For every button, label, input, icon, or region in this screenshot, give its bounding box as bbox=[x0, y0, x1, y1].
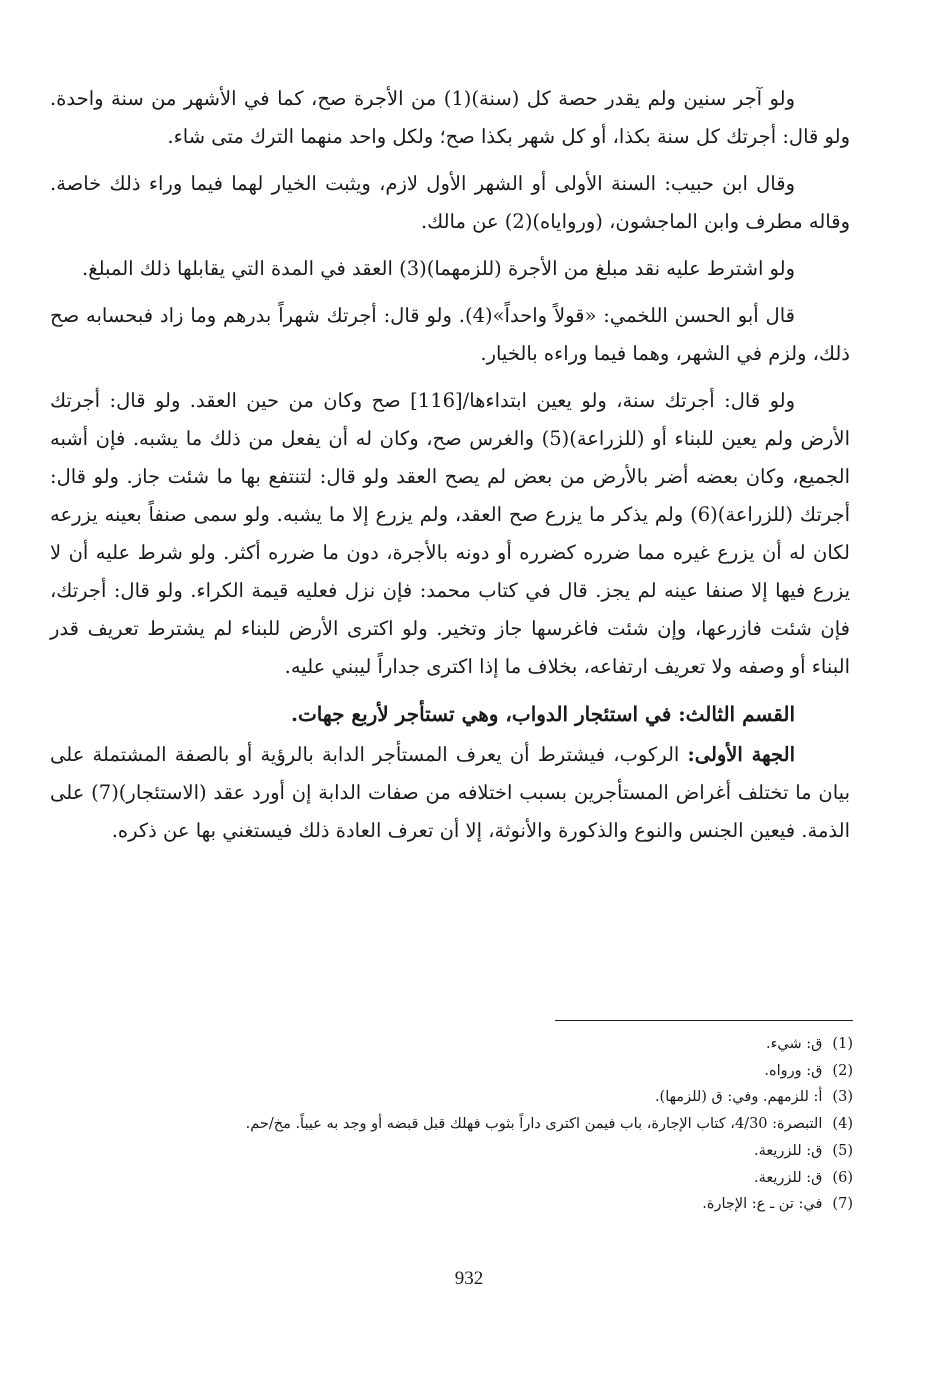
page-number: 932 bbox=[454, 1268, 484, 1289]
footnote-text: في: تن ـ ع: الإجارة. bbox=[702, 1196, 823, 1213]
footnote-text: ق: للزريعة. bbox=[754, 1169, 823, 1186]
footnote-number: (5) bbox=[832, 1142, 853, 1159]
footnote-text: ق: شيء. bbox=[765, 1036, 823, 1052]
footnote-6 bbox=[83, 1165, 853, 1192]
footnote-text: التبصرة: 4/30، كتاب الإجارة، باب فيمن اكترى داراً بثوب فهلك قبل قبضه أو وجد به عيباً. مخ/حم. bbox=[245, 1116, 823, 1133]
footnote-7 bbox=[83, 1191, 853, 1218]
footnote-text: ق: ورواه. bbox=[764, 1062, 823, 1079]
paragraph-1: ولو آجر سنين ولم يقدر حصة كل (سنة)(1) من الأجرة صح، كما في الأشهر من سنة واحدة. ولو قال: أجرتك كل سنة بكذا، أو كل شهر بكذا صح؛ ولكل واحد منهما الترك متى شاء. bbox=[50, 87, 850, 148]
footnote-3 bbox=[83, 1084, 853, 1111]
footnote-divider bbox=[555, 1020, 853, 1021]
footnote-2 bbox=[83, 1058, 853, 1085]
paragraph-6-text: الركوب، فيشترط أن يعرف المستأجر الدابة بالرؤية أو بالصفة المشتملة على بيان ما تختلف أغراض المستأجرين بسبب اختلافه من صفات الدابة إن أورد عقد (الاستئجار)(7) على الذمة. فيعين الجنس والنوع والذكورة والأنوثة، إلا أن تعرف العادة ذلك فيستغني بها عن ذكره. bbox=[50, 743, 850, 842]
paragraph-3: ولو اشترط عليه نقد مبلغ من الأجرة (للزمهما)(3) العقد في المدة التي يقابلها ذلك المبلغ. bbox=[82, 257, 795, 280]
footnote-5 bbox=[83, 1138, 853, 1165]
footnote-number: (1) bbox=[832, 1036, 853, 1052]
page-body bbox=[50, 80, 850, 859]
footnote-number: (4) bbox=[832, 1116, 853, 1133]
paragraph-6-lead: الجهة الأولى: bbox=[687, 743, 795, 766]
paragraph-5: ولو قال: أجرتك سنة، ولو يعين ابتداءها/[116] صح وكان من حين العقد. ولو قال: أجرتك الأرض ولم يعين للبناء أو (للزراعة)(5) والغرس صح، وكان له أن يفعل من ذلك ما يشبه. فإن أشبه الجميع، وكان بعضه أضر بالأرض من بعض لم يصح العقد ولو قال: لتنتفع بها ما شئت جاز. ولو قال: أجرتك (للزراعة)(6) ولم يذكر ما يزرع صح العقد، ولم يزرع إلا ما يشبه. ولو سمى صنفاً بعينه يزرعه لكان له أن يزرع غيره مما ضرره كضرره أو دونه بالأجرة، دون ما ضرره أكثر. ولو شرط عليه أن لا يزرع فيها إلا صنفا عينه لم يجز. قال في كتاب محمد: فإن نزل فعليه قيمة الكراء. ولو قال: أجرتك، فإن شئت فازرعها، وإن شئت فاغرسها جاز وتخير. ولو اكترى الأرض للبناء لم يشترط تعريف قدر البناء أو وصفه ولا تعريف ارتفاعه، بخلاف ما إذا اكترى جداراً ليبني عليه. bbox=[50, 389, 851, 678]
footnote-4 bbox=[83, 1111, 853, 1138]
footnote-text: أ: للزمهم. وفي: ق (للزمها). bbox=[654, 1089, 823, 1106]
footnote-number: (2) bbox=[832, 1062, 853, 1079]
paragraph-6 bbox=[50, 736, 850, 850]
section-heading: القسم الثالث: في استئجار الدواب، وهي تستأجر لأربع جهات. bbox=[291, 702, 795, 726]
footnote-number: (6) bbox=[832, 1169, 853, 1186]
footnote-number: (7) bbox=[832, 1196, 853, 1213]
footnote-text: ق: للزريعة. bbox=[754, 1142, 823, 1159]
footnotes bbox=[83, 1020, 853, 1218]
footnote-1 bbox=[83, 1031, 853, 1058]
paragraph-4: قال أبو الحسن اللخمي: «قولاً واحداً»(4). ولو قال: أجرتك شهراً بدرهم وما زاد فبحسابه صح ذلك، ولزم في الشهر، وهما فيما وراءه بالخيار. bbox=[50, 304, 850, 365]
footnote-number: (3) bbox=[832, 1089, 853, 1106]
paragraph-2: وقال ابن حبيب: السنة الأولى أو الشهر الأول لازم، ويثبت الخيار لهما فيما وراء ذلك خاصة. وقاله مطرف وابن الماجشون، (ورواياه)(2) عن مالك. bbox=[50, 172, 850, 233]
